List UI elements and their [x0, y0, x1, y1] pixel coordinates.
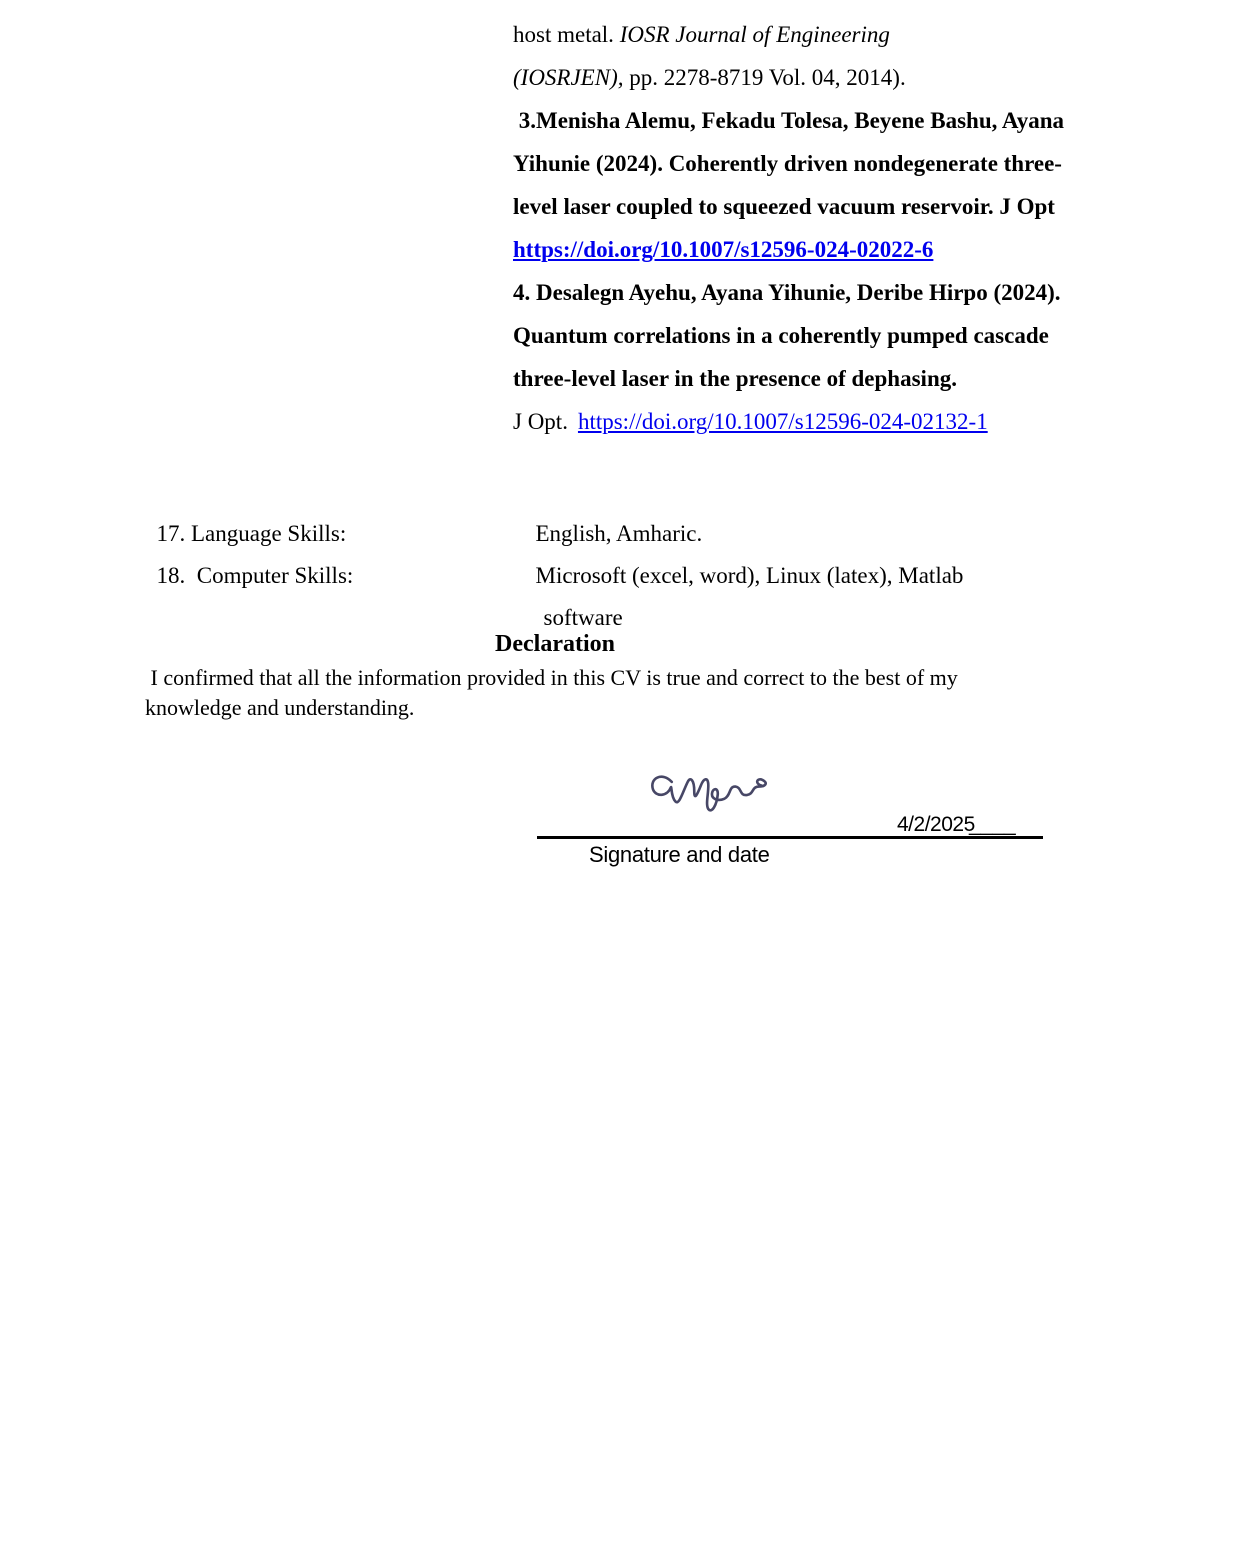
doi-link-ref3[interactable]: https://doi.org/10.1007/s12596-024-02022-6	[513, 237, 934, 262]
reference-text: pp. 2278-8719 Vol. 04, 2014).	[623, 65, 906, 90]
reference-text: host metal.	[513, 22, 620, 47]
computer-skills-label: 18. Computer Skills:	[156, 563, 354, 588]
doi-link-ref4[interactable]: https://doi.org/10.1007/s12596-024-02132-1	[577, 409, 988, 434]
declaration-body-line-2: knowledge and understanding.	[145, 695, 415, 720]
reference-3-line-1: 3.Menisha Alemu, Fekadu Tolesa, Beyene Bashu, Ayana	[513, 108, 1065, 133]
reference-4-line-1: 4. Desalegn Ayehu, Ayana Yihunie, Deribe Hirpo (2024).	[513, 280, 1061, 305]
reference-4-line-2: Quantum correlations in a coherently pumped cascade	[513, 323, 1049, 348]
computer-skills-value: Microsoft (excel, word), Linux (latex), Matlab	[535, 563, 964, 588]
language-skills-value: English, Amharic.	[535, 521, 703, 546]
computer-skills-value-line2: software	[543, 605, 623, 630]
signature-date: 4/2/2025	[897, 813, 975, 836]
signature-line-underscores: ____	[969, 813, 1016, 836]
journal-name-italic: IOSR Journal of Engineering	[619, 22, 890, 47]
declaration-body-line-1: I confirmed that all the information provided in this CV is true and correct to the best of my	[145, 665, 958, 690]
publications-block	[513, 13, 1153, 443]
signature-stroke	[652, 777, 765, 811]
signature-and-date-label: Signature and date	[589, 842, 770, 867]
language-skills-label: 17. Language Skills:	[156, 521, 347, 546]
journal-abbrev: J Opt.	[513, 409, 568, 434]
journal-abbrev-italic: (IOSRJEN),	[513, 65, 624, 90]
reference-2-tail-line-2	[513, 56, 1153, 99]
computer-skills-value-continued	[532, 573, 1241, 633]
reference-3-line-2: Yihunie (2024). Coherently driven nondegenerate three-	[513, 151, 1062, 176]
declaration-title: Declaration	[495, 631, 615, 657]
reference-3-line-3: level laser coupled to squeezed vacuum reservoir. J Opt	[513, 194, 1055, 219]
signature-ink-image	[638, 756, 788, 820]
reference-3-doi-line	[513, 228, 1153, 271]
reference-4-doi-line	[513, 400, 1153, 443]
reference-2-tail-line-1	[513, 13, 1153, 56]
reference-4-line-3: three-level laser in the presence of dephasing.	[513, 366, 957, 391]
